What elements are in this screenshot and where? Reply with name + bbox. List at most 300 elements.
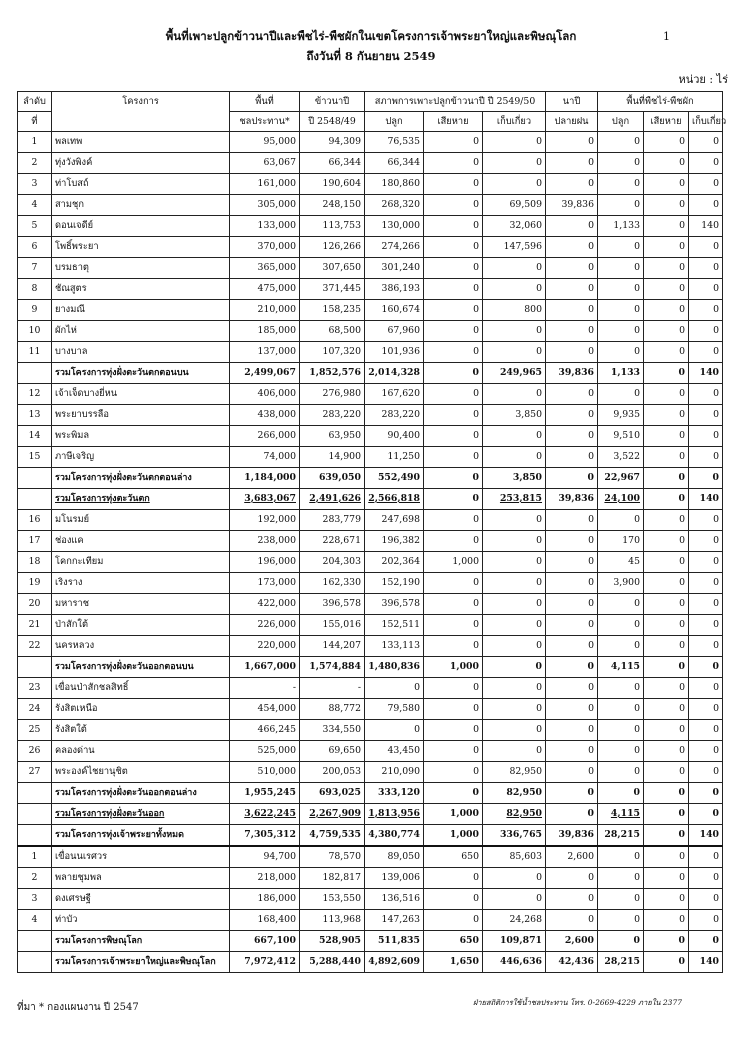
value-cell: 0 — [689, 889, 723, 910]
value-cell: 371,445 — [300, 279, 365, 300]
row-number: 24 — [18, 699, 52, 720]
value-cell: 0 — [483, 741, 546, 762]
value-cell: 0 — [644, 405, 689, 426]
value-cell: 0 — [644, 952, 689, 973]
project-name: เขื่อนนเรศวร — [52, 846, 230, 868]
value-cell: 0 — [546, 573, 598, 594]
value-cell: 0 — [424, 279, 483, 300]
value-cell: 32,060 — [483, 216, 546, 237]
value-cell: 0 — [424, 132, 483, 153]
value-cell: 0 — [644, 216, 689, 237]
table-row — [18, 216, 723, 237]
value-cell: 88,772 — [300, 699, 365, 720]
value-cell: 301,240 — [365, 258, 424, 279]
value-cell: 0 — [424, 868, 483, 889]
table-row — [18, 594, 723, 615]
value-cell: 137,000 — [230, 342, 300, 363]
value-cell: 0 — [546, 783, 598, 804]
value-cell: 0 — [546, 868, 598, 889]
value-cell: 0 — [689, 741, 723, 762]
value-cell: 152,511 — [365, 615, 424, 636]
value-cell: 0 — [598, 132, 644, 153]
value-cell: 94,309 — [300, 132, 365, 153]
row-number: 6 — [18, 237, 52, 258]
value-cell: 0 — [483, 321, 546, 342]
project-name: รวมโครงการเจ้าพระยาใหญ่และพิษณุโลก — [52, 952, 230, 973]
value-cell: 160,674 — [365, 300, 424, 321]
value-cell: 161,000 — [230, 174, 300, 195]
project-name: ดงเศรษฐี — [52, 889, 230, 910]
value-cell: 168,400 — [230, 910, 300, 931]
row-number: 2 — [18, 868, 52, 889]
value-cell: 0 — [424, 910, 483, 931]
value-cell: 0 — [424, 447, 483, 468]
value-cell: 11,250 — [365, 447, 424, 468]
value-cell: 0 — [365, 678, 424, 699]
value-cell: 76,535 — [365, 132, 424, 153]
value-cell: 200,053 — [300, 762, 365, 783]
value-cell: 7,305,312 — [230, 825, 300, 847]
value-cell: 0 — [424, 615, 483, 636]
value-cell: 190,604 — [300, 174, 365, 195]
value-cell: 0 — [689, 447, 723, 468]
value-cell: 1,667,000 — [230, 657, 300, 678]
value-cell: 82,950 — [483, 783, 546, 804]
value-cell: 0 — [644, 889, 689, 910]
value-cell: 0 — [689, 699, 723, 720]
value-cell: 220,000 — [230, 636, 300, 657]
table-row — [18, 720, 723, 741]
project-name: พลายชุมพล — [52, 868, 230, 889]
value-cell: 0 — [424, 783, 483, 804]
summary-row — [18, 657, 723, 678]
page-subtitle-date: ถึงวันที่ 8 กันยายน 2549 — [306, 49, 436, 63]
value-cell: 446,636 — [483, 952, 546, 973]
value-cell: 247,698 — [365, 510, 424, 531]
value-cell: 0 — [546, 531, 598, 552]
value-cell: 0 — [424, 489, 483, 510]
project-name: ท่าโบสถ์ — [52, 174, 230, 195]
value-cell: 0 — [483, 384, 546, 405]
value-cell: 158,235 — [300, 300, 365, 321]
value-cell: 249,965 — [483, 363, 546, 384]
value-cell: 0 — [689, 783, 723, 804]
value-cell: 130,000 — [365, 216, 424, 237]
value-cell: 0 — [483, 636, 546, 657]
value-cell: 510,000 — [230, 762, 300, 783]
value-cell: 170 — [598, 531, 644, 552]
value-cell: 109,871 — [483, 931, 546, 952]
value-cell: 0 — [644, 720, 689, 741]
value-cell: 63,067 — [230, 153, 300, 174]
row-number: 13 — [18, 405, 52, 426]
value-cell: 406,000 — [230, 384, 300, 405]
value-cell: 2,491,626 — [300, 489, 365, 510]
table-row — [18, 447, 723, 468]
row-number: 16 — [18, 510, 52, 531]
value-cell: 0 — [598, 300, 644, 321]
irrigation-area-table — [17, 91, 727, 973]
summary-row — [18, 804, 723, 825]
project-name: นครหลวง — [52, 636, 230, 657]
project-name: พระพิมล — [52, 426, 230, 447]
value-cell: 0 — [644, 552, 689, 573]
value-cell: 0 — [689, 552, 723, 573]
header-plant: ปลูก — [365, 112, 424, 132]
value-cell: 0 — [598, 783, 644, 804]
row-number — [18, 804, 52, 825]
value-cell: 650 — [424, 846, 483, 868]
value-cell: 0 — [483, 594, 546, 615]
project-name: รวมโครงการพิษณุโลก — [52, 931, 230, 952]
value-cell: 0 — [598, 720, 644, 741]
value-cell: 370,000 — [230, 237, 300, 258]
header-rice-prev: ข้าวนาปี — [300, 92, 365, 112]
project-name: เขื่อนป่าสักชลสิทธิ์ — [52, 678, 230, 699]
value-cell: 0 — [546, 910, 598, 931]
value-cell: 333,120 — [365, 783, 424, 804]
row-number — [18, 783, 52, 804]
value-cell: 107,320 — [300, 342, 365, 363]
value-cell: 147,263 — [365, 910, 424, 931]
value-cell: 147,596 — [483, 237, 546, 258]
row-number: 26 — [18, 741, 52, 762]
summary-row — [18, 468, 723, 489]
value-cell: 0 — [424, 594, 483, 615]
value-cell: 43,450 — [365, 741, 424, 762]
value-cell: 133,113 — [365, 636, 424, 657]
value-cell: 0 — [424, 573, 483, 594]
value-cell: 0 — [546, 279, 598, 300]
value-cell: 0 — [424, 384, 483, 405]
value-cell: 0 — [598, 741, 644, 762]
value-cell: 0 — [546, 615, 598, 636]
value-cell: 0 — [546, 678, 598, 699]
value-cell: 4,115 — [598, 657, 644, 678]
project-name: ภาษีเจริญ — [52, 447, 230, 468]
value-cell: 3,522 — [598, 447, 644, 468]
value-cell: 0 — [424, 342, 483, 363]
summary-row — [18, 825, 723, 847]
value-cell: 202,364 — [365, 552, 424, 573]
table-row — [18, 552, 723, 573]
value-cell: 136,516 — [365, 889, 424, 910]
header-crop-group: พื้นที่พืชไร่-พืชผัก — [598, 92, 723, 112]
project-name: บางบาล — [52, 342, 230, 363]
value-cell: 0 — [644, 910, 689, 931]
value-cell: 0 — [483, 615, 546, 636]
value-cell: 0 — [689, 531, 723, 552]
value-cell: 0 — [424, 426, 483, 447]
value-cell: 0 — [644, 300, 689, 321]
value-cell: 4,380,774 — [365, 825, 424, 847]
table-row — [18, 573, 723, 594]
value-cell: 0 — [546, 552, 598, 573]
value-cell: 0 — [546, 741, 598, 762]
value-cell: 0 — [644, 531, 689, 552]
value-cell: 0 — [689, 678, 723, 699]
value-cell: 1,480,836 — [365, 657, 424, 678]
value-cell: 196,382 — [365, 531, 424, 552]
table-row — [18, 846, 723, 868]
value-cell: 0 — [644, 342, 689, 363]
value-cell: 2,014,328 — [365, 363, 424, 384]
value-cell: 0 — [689, 426, 723, 447]
value-cell: 9,935 — [598, 405, 644, 426]
value-cell: 162,330 — [300, 573, 365, 594]
value-cell: 334,550 — [300, 720, 365, 741]
value-cell: 1,133 — [598, 216, 644, 237]
project-name: ดอนเจดีย์ — [52, 216, 230, 237]
value-cell: 639,050 — [300, 468, 365, 489]
project-name: บรมธาตุ — [52, 258, 230, 279]
value-cell: 185,000 — [230, 321, 300, 342]
value-cell: 667,100 — [230, 931, 300, 952]
value-cell: 525,000 — [230, 741, 300, 762]
table-row — [18, 384, 723, 405]
value-cell: 4,892,609 — [365, 952, 424, 973]
value-cell: 336,765 — [483, 825, 546, 847]
value-cell: 3,622,245 — [230, 804, 300, 825]
value-cell: 0 — [644, 489, 689, 510]
value-cell: 0 — [483, 153, 546, 174]
header-harvest: เก็บเกี่ยว — [483, 112, 546, 132]
value-cell: 0 — [644, 804, 689, 825]
value-cell: 0 — [546, 594, 598, 615]
value-cell: 101,936 — [365, 342, 424, 363]
value-cell: 693,025 — [300, 783, 365, 804]
value-cell: 238,000 — [230, 531, 300, 552]
value-cell: 0 — [689, 132, 723, 153]
value-cell: 0 — [598, 699, 644, 720]
value-cell: 39,836 — [546, 363, 598, 384]
value-cell: 69,509 — [483, 195, 546, 216]
project-name: มหาราช — [52, 594, 230, 615]
value-cell: 0 — [644, 783, 689, 804]
table-row — [18, 889, 723, 910]
project-name: ผักไห่ — [52, 321, 230, 342]
value-cell: 140 — [689, 952, 723, 973]
value-cell: 0 — [644, 447, 689, 468]
value-cell: 0 — [598, 846, 644, 868]
value-cell: 4,115 — [598, 804, 644, 825]
value-cell: 1,000 — [424, 825, 483, 847]
value-cell: 438,000 — [230, 405, 300, 426]
summary-row — [18, 363, 723, 384]
row-number: 11 — [18, 342, 52, 363]
value-cell: 0 — [689, 405, 723, 426]
value-cell: 153,550 — [300, 889, 365, 910]
value-cell: 0 — [483, 868, 546, 889]
value-cell: 0 — [689, 657, 723, 678]
row-number: 17 — [18, 531, 52, 552]
value-cell: 85,603 — [483, 846, 546, 868]
value-cell: 0 — [644, 237, 689, 258]
table-row — [18, 174, 723, 195]
value-cell: 0 — [689, 510, 723, 531]
project-name: รวมโครงการทุ่งฝั่งตะวันตกตอนบน — [52, 363, 230, 384]
header-no-2: ที่ — [18, 112, 52, 132]
row-number: 14 — [18, 426, 52, 447]
value-cell: 1,650 — [424, 952, 483, 973]
value-cell: 0 — [644, 657, 689, 678]
value-cell: 0 — [689, 846, 723, 868]
value-cell: 0 — [689, 720, 723, 741]
header-status-group: สภาพการเพาะปลูกข้าวนาปี ปี 2549/50 — [365, 92, 546, 112]
value-cell: 66,344 — [300, 153, 365, 174]
value-cell: 800 — [483, 300, 546, 321]
value-cell: 0 — [644, 132, 689, 153]
project-name: ยางมณี — [52, 300, 230, 321]
value-cell: 0 — [689, 804, 723, 825]
project-name: สามชุก — [52, 195, 230, 216]
value-cell: 0 — [598, 868, 644, 889]
project-name: รวมโครงการทุ่งฝั่งตะวันตกตอนล่าง — [52, 468, 230, 489]
row-number — [18, 363, 52, 384]
value-cell: 63,950 — [300, 426, 365, 447]
value-cell: 0 — [483, 657, 546, 678]
value-cell: 0 — [546, 384, 598, 405]
row-number: 18 — [18, 552, 52, 573]
table-row — [18, 195, 723, 216]
row-number: 27 — [18, 762, 52, 783]
header-rice-prev-2: ปี 2548/49 — [300, 112, 365, 132]
value-cell: 0 — [483, 552, 546, 573]
value-cell: 79,580 — [365, 699, 424, 720]
value-cell: 0 — [644, 510, 689, 531]
header-crop-damage: เสียหาย — [644, 112, 689, 132]
value-cell: 0 — [483, 258, 546, 279]
row-number — [18, 952, 52, 973]
value-cell: 0 — [483, 678, 546, 699]
value-cell: 1,000 — [424, 804, 483, 825]
value-cell: 22,967 — [598, 468, 644, 489]
value-cell: 552,490 — [365, 468, 424, 489]
value-cell: 0 — [424, 636, 483, 657]
value-cell: 66,344 — [365, 153, 424, 174]
value-cell: 650 — [424, 931, 483, 952]
value-cell: 140 — [689, 825, 723, 847]
table-row — [18, 678, 723, 699]
value-cell: 0 — [689, 237, 723, 258]
value-cell: 307,650 — [300, 258, 365, 279]
value-cell: 0 — [424, 258, 483, 279]
value-cell: 0 — [689, 468, 723, 489]
value-cell: 0 — [689, 636, 723, 657]
value-cell: 0 — [598, 279, 644, 300]
value-cell: 0 — [598, 153, 644, 174]
value-cell: 0 — [546, 804, 598, 825]
value-cell: 276,980 — [300, 384, 365, 405]
table-row — [18, 321, 723, 342]
value-cell: 0 — [598, 237, 644, 258]
row-number: 7 — [18, 258, 52, 279]
value-cell: 186,000 — [230, 889, 300, 910]
value-cell: 68,500 — [300, 321, 365, 342]
value-cell: 0 — [546, 426, 598, 447]
source-footnote: ที่มา * กองแผนงาน ปี 2547 — [17, 1002, 139, 1013]
value-cell: 1,955,245 — [230, 783, 300, 804]
table-row — [18, 342, 723, 363]
value-cell: 0 — [644, 846, 689, 868]
project-name: โพธิ์พระยา — [52, 237, 230, 258]
project-name: รังสิตใต้ — [52, 720, 230, 741]
value-cell: 74,000 — [230, 447, 300, 468]
row-number — [18, 931, 52, 952]
value-cell: 69,650 — [300, 741, 365, 762]
page-title: พื้นที่เพาะปลูกข้าวนาปีและพืชไร่-พืชผักในเขตโครงการเจ้าพระยาใหญ่และพิษณุโลก — [165, 29, 577, 43]
value-cell: 173,000 — [230, 573, 300, 594]
value-cell: 0 — [689, 258, 723, 279]
value-cell: 228,671 — [300, 531, 365, 552]
project-name: คลองด่าน — [52, 741, 230, 762]
value-cell: 0 — [546, 636, 598, 657]
value-cell: 0 — [546, 762, 598, 783]
header-no: ลำดับ — [18, 92, 52, 112]
project-name: ป่าสักใต้ — [52, 615, 230, 636]
value-cell: 5,288,440 — [300, 952, 365, 973]
value-cell: 0 — [546, 657, 598, 678]
value-cell: 0 — [689, 910, 723, 931]
header-area: พื้นที่ — [230, 92, 300, 112]
value-cell: 0 — [483, 573, 546, 594]
value-cell: 0 — [483, 426, 546, 447]
value-cell: 144,207 — [300, 636, 365, 657]
value-cell: 95,000 — [230, 132, 300, 153]
table-row — [18, 531, 723, 552]
value-cell: 0 — [598, 321, 644, 342]
value-cell: 94,700 — [230, 846, 300, 868]
value-cell: 0 — [424, 405, 483, 426]
project-name: พระยาบรรลือ — [52, 405, 230, 426]
value-cell: 283,220 — [365, 405, 424, 426]
value-cell: 140 — [689, 216, 723, 237]
value-cell: 182,817 — [300, 868, 365, 889]
value-cell: 0 — [546, 889, 598, 910]
value-cell: 126,266 — [300, 237, 365, 258]
value-cell: 0 — [546, 237, 598, 258]
value-cell: 0 — [598, 384, 644, 405]
value-cell: 7,972,412 — [230, 952, 300, 973]
value-cell: 305,000 — [230, 195, 300, 216]
value-cell: 1,000 — [424, 552, 483, 573]
header-napi-2: ปลายฝน — [546, 112, 598, 132]
row-number: 22 — [18, 636, 52, 657]
value-cell: 0 — [644, 594, 689, 615]
value-cell: 155,016 — [300, 615, 365, 636]
table-row — [18, 910, 723, 931]
value-cell: 0 — [546, 174, 598, 195]
table-row — [18, 741, 723, 762]
value-cell: 0 — [424, 174, 483, 195]
value-cell: 0 — [689, 931, 723, 952]
value-cell: 0 — [424, 153, 483, 174]
row-number: 8 — [18, 279, 52, 300]
value-cell: 82,950 — [483, 804, 546, 825]
value-cell: 0 — [689, 195, 723, 216]
table-row — [18, 426, 723, 447]
value-cell: 0 — [424, 699, 483, 720]
value-cell: 0 — [689, 300, 723, 321]
value-cell: 113,753 — [300, 216, 365, 237]
value-cell: 283,220 — [300, 405, 365, 426]
value-cell: 268,320 — [365, 195, 424, 216]
value-cell: 396,578 — [365, 594, 424, 615]
value-cell: 0 — [598, 931, 644, 952]
value-cell: 0 — [424, 889, 483, 910]
value-cell: 39,836 — [546, 825, 598, 847]
value-cell: 0 — [644, 258, 689, 279]
